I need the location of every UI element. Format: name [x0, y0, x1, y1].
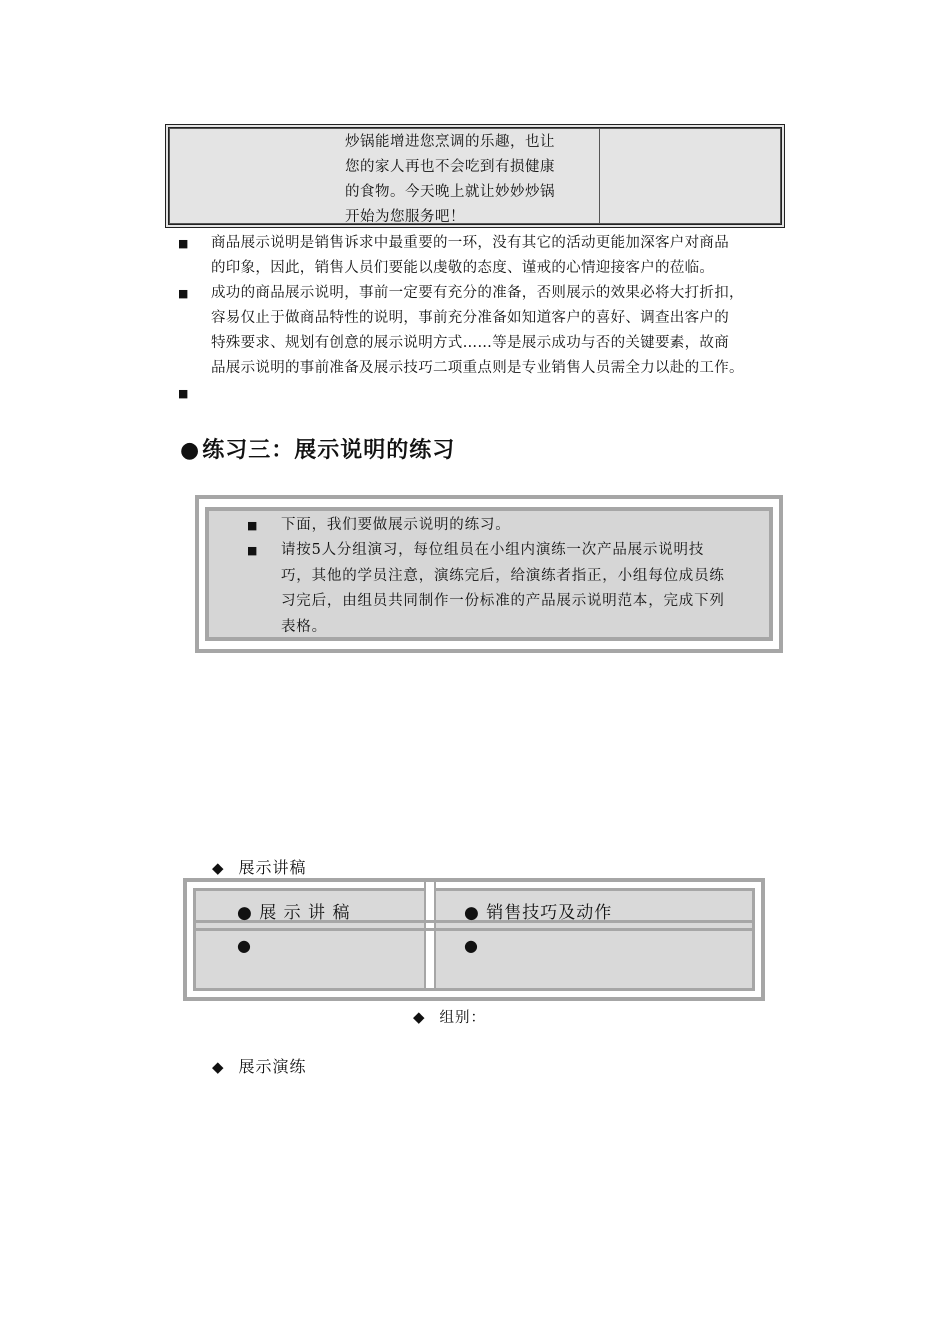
exercise-line: 习完后，由组员共同制作一份标准的产品展示说明范本，完成下列: [281, 593, 725, 609]
exercise-line: 表格。: [281, 618, 327, 635]
paragraph-line: 特殊要求、规划有创意的展示说明方式……等是展示成功与否的关键要素，故商: [211, 335, 729, 351]
paragraph-line: 成功的商品展示说明，事前一定要有充分的准备，否则展示的效果必将大打折扣，: [211, 285, 744, 301]
bullet-paragraph: [178, 231, 818, 281]
circle-bullet-icon: ●: [464, 936, 478, 955]
exercise-item: [247, 513, 727, 539]
paragraph-line: 商品展示说明是销售诉求中最重要的一环，没有其它的活动更能加深客户对商品: [211, 235, 729, 251]
script-label: [212, 855, 307, 878]
column-header-script: ● 展 示 讲 稿: [237, 903, 351, 923]
exercise-line: 巧，其他的学员注意，演练完后，给演练者指正，小组每位成员练: [281, 567, 725, 584]
exercise-box-inner: [205, 507, 773, 641]
script-label-text: 展示讲稿: [238, 858, 307, 877]
diamond-bullet-icon: ◆: [212, 859, 225, 877]
paragraph-line: 的印象，因此，销售人员们要能以虔敬的态度、谨戒的心情迎接客户的莅临。: [211, 260, 715, 276]
cell-line: 您的家人再也不会吃到有损健康: [345, 159, 555, 175]
paragraph-line: 容易仅止于做商品特性的说明，事前充分准备如知道客户的喜好、调查出客户的: [211, 310, 729, 326]
section-heading-text: 练习三：展示说明的练习: [202, 438, 456, 463]
cell-line: 炒锅能增进您烹调的乐趣，也让: [345, 134, 555, 150]
group-label-text: 组别：: [439, 1010, 487, 1026]
section-heading: [180, 433, 455, 464]
square-bullet-icon: ■: [247, 519, 259, 532]
script-table-inner: [193, 888, 755, 991]
square-bullet-icon: ■: [178, 287, 189, 300]
practice-label: [212, 1054, 307, 1077]
table-cell-text: [345, 130, 595, 230]
exercise-line: 下面，我们要做展示说明的练习。: [281, 517, 511, 533]
diamond-bullet-icon: ◆: [212, 1058, 225, 1076]
practice-label-text: 展示演练: [238, 1057, 307, 1076]
group-label: [413, 1006, 486, 1027]
square-bullet-icon: ■: [247, 544, 259, 557]
exercise-line: 请按5人分组演习，每位组员在小组内演练一次产品展示说明技: [281, 542, 705, 558]
header-rule: [196, 928, 752, 931]
circle-bullet-icon: ●: [237, 936, 251, 955]
bullet-paragraph: [178, 281, 818, 381]
circle-bullet-icon: ●: [180, 438, 201, 463]
cell-line: 的食物。今天晚上就让妙妙炒锅: [345, 184, 555, 200]
exercise-item: [247, 538, 727, 640]
table-cell-description: [169, 128, 600, 224]
column-header-technique: ● 销售技巧及动作: [464, 903, 613, 923]
product-description-table: [165, 124, 785, 228]
square-bullet-icon: ■: [178, 387, 189, 400]
cell-line: 开始为您服务吧！: [345, 209, 465, 225]
column-divider: [424, 882, 436, 988]
square-bullet-icon: ■: [178, 237, 189, 250]
exercise-box: [195, 495, 783, 653]
paragraph-line: 品展示说明的事前准备及展示技巧二项重点则是专业销售人员需全力以赴的工作。: [211, 360, 744, 376]
script-table: [183, 878, 765, 1001]
diamond-bullet-icon: ◆: [413, 1008, 426, 1026]
